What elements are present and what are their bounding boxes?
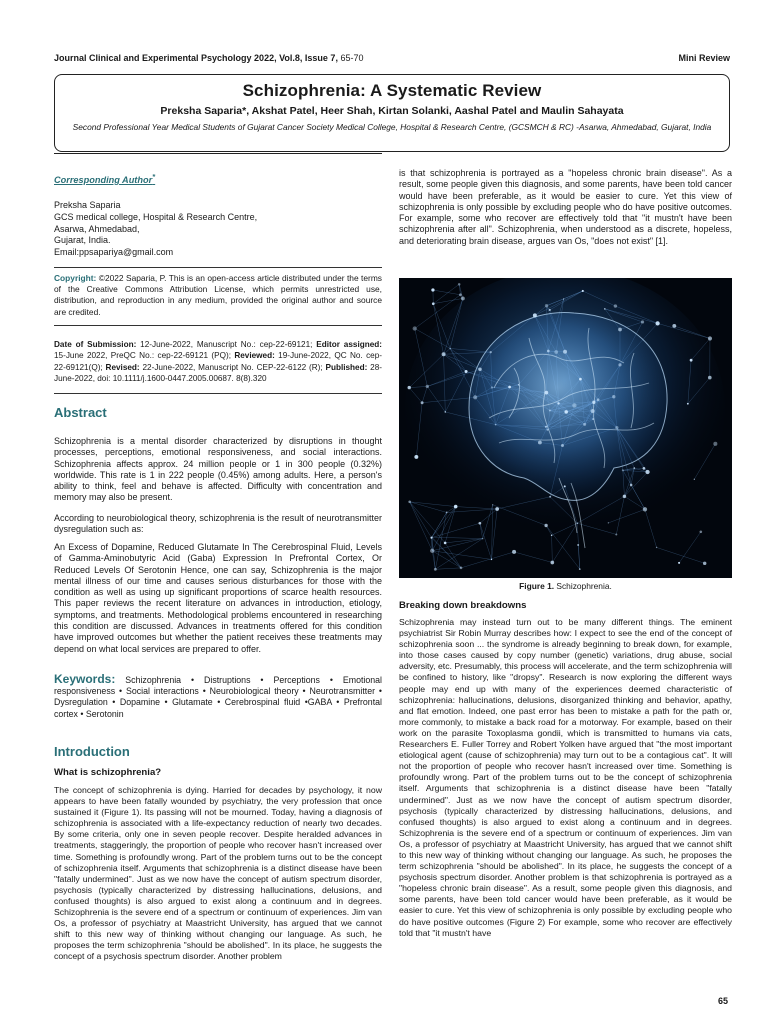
breaking-down-heading: Breaking down breakdowns [399,600,527,611]
introduction-paragraph: The concept of schizophrenia is dying. Harried for decades by psychology, it now appears to have been fatally wounded by psychiatry, the very profession that once sustained it (Figure 1). Its passing will not be mourned. Today, having a diagnosis of schizophrenia is associated with a life-expectancy reduction of nearly two decades. By some criteria, only one in seven people recover. Despite heralded advances in treatments, staggeringly, the proportion of people who recover hasn't increased over time. Something is profoundly wrong. Part of the problem turns out to be the concept of schizophrenia itself. Arguments that schizophrenia is a distinct disease have been "fatally undermined". Just as we now have the concept of autism spectrum disorder, psychosis (typically characterized by distressing hallucinations, delusions, and confused thoughts) is also argued to exist along a continuum and in degrees. Schizophrenia is the severe end of a spectrum or continuum of experiences. Jim van Os, a professor of psychiatry at Maastricht University, has argued that we cannot shift to this new way of thinking without changing our language. As such, he proposes the term schizophrenia "should be abolished". In its place, he suggests the concept of a psychosis spectrum disorder. Another problem [54,785,382,962]
divider [54,393,382,394]
corresponding-author-details [54,200,384,259]
title-box [54,74,730,152]
keywords: Keywords: Schizophrenia • Distruptions • Perceptions • Emotional responsiveness • Social interactions • Neurobiological theory • Neurotransmitter • Dysregulation • Dopamine • Glutamate • Cerebrospinal fluid •GABA • Prefrontal cortex • Serotonin [54,672,382,719]
page-number: 65 [718,996,729,1006]
breakdowns-paragraph: Schizophrenia may instead turn out to be many different things. The eminent psychiatrist Sir Robin Murray describes how: I expect to see the end of the concept of schizophrenia soon ... the syndrome is already beginning to break down, for example, into those cases caused by copy number (genetic) variations, drug abuse, social adversity, etc. Presumably, this process will accelerate, and the term schizophrenia will be confined to history, like "dropsy". Research is now exploring the different ways people may end up with many of the experiences deemed characteristic of schizophrenia: hallucinations, delusions, disorganized thinking and behavior, apathy, and flat emotion. Indeed, one past error has been to mistake a path for the path or, more commonly, to mistake a back road for a motorway. For example, based on their work on the parasite Toxoplasma gondii, which is transmitted to humans via cats, Researchers E. Fuller Torrey and Robert Yolken have argued that "the most important etiological agent (cause of schizophrenia) may turn out to be a contagious cat". It will not the proportion of people who recover hasn't increased over time. Something is profoundly wrong. Part of the problem turns out to be the concept of schizophrenia itself. Arguments that schizophrenia is a distinct disease have been "fatally undermined". Just as we now have the concept of autism spectrum disorder, psychosis (typically characterized by distressing hallucinations, delusions, and confused thoughts) is also argued to exist along a continuum and in degrees. Schizophrenia is the severe end of a spectrum or continuum of experiences. Jim van Os, a professor of psychiatry at Maastricht University, has argued that we cannot shift to this new way of thinking without changing our language. As such, he proposes the term schizophrenia "should be abolished". In its place, he suggests the concept of a psychosis spectrum disorder. Another problem is that schizophrenia is portrayed as a "hopeless chronic brain disease". As a result, some people given this diagnosis, and some parents, have been told cancer would have been preferable, as it would be easier to cure. Yet this view of schizophrenia is only possible by excluding people who do have positive outcomes (Figure 2) For example, some who recover are effectively told that "it mustn't have [399,617,732,938]
article-type: Mini Review [678,53,730,63]
page-range: 65-70 [340,53,364,63]
article-title: Schizophrenia: A Systematic Review [242,81,542,100]
brain-network-illustration [399,278,732,578]
author-institution: GCS medical college, Hospital & Research Centre, [54,211,258,222]
abstract-heading: Abstract [54,405,107,420]
affiliation: Second Professional Year Medical Students of Gujarat Cancer Society Medical College, Hospital & Research Centre, (GCSMCH & RC) -Asarwa, Ahmedabad, Gujarat, India [72,122,712,132]
corresponding-author-heading: Corresponding Author* [54,172,156,186]
copyright-notice: Copyright: ©2022 Saparia, P. This is an open-access article distributed under the terms of the Creative Commons Attribution License, which permits unrestricted use, distribution, and reproduction in any medium, provided the original author and source are credited. [54,273,382,317]
author-city: Asarwa, Ahmedabad, [54,223,140,234]
introduction-paragraph-continued: is that schizophrenia is portrayed as a "hopeless chronic brain disease". As a result, some people given this diagnosis, and some parents, have been told cancer would have been preferable, as it would be easier to cure. Yet this view of schizophrenia is only possible by excluding people who do have positive outcomes. For example, some who recover are effectively told that "it mustn't have been schizophrenia after all". Schizophrenia, when understood as a discrete, hopeless, and deteriorating brain disease, argues van Os, "does not exist" [1]. [399,168,732,246]
what-is-schizophrenia-heading: What is schizophrenia? [54,767,162,778]
abstract-paragraph: Schizophrenia is a mental disorder characterized by disruptions in thought processes, perceptions, emotional responsiveness, and social interactions. Schizophrenia affects approx. 24 million people or 1 in 300 people (0.32%) worldwide. This rate is 1 in 222 people (0.45%) among adults. Here, a person's ability to think, feel and behave is affected. Difficulty with concentration and memory may also be present. [54,436,382,503]
running-head [54,53,730,67]
submission-dates: Date of Submission: 12-June-2022, Manuscript No.: cep-22-69121; Editor assigned: 15-June 2022, PreQC No.: cep-22-69121 (PQ); Reviewed: 19-June-2022, QC No. cep-22-69121(Q); Revised: 22-June-2022, Manuscript No. CEP-22-6122 (R); Published: 28-June-2022, doi: 10.1111/j.1600-0447.2005.00687. 8(8).320 [54,340,383,383]
header-rule [54,153,382,154]
author-email[interactable]: Email:ppsapariya@gmail.com [54,247,174,258]
brain-network-figure [399,278,732,578]
introduction-heading: Introduction [54,744,130,759]
author-name: Preksha Saparia [54,200,121,210]
journal-citation [54,53,364,63]
journal-name: Journal Clinical and Experimental Psychology 2022, Vol.8, Issue 7, [54,53,338,63]
author-country: Gujarat, India. [54,235,111,246]
divider [54,325,382,326]
figure-caption: Figure 1. Schizophrenia. [519,581,612,591]
abstract-paragraph: An Excess of Dopamine, Reduced Glutamate In The Cerebrospinal Fluid, Levels of Gamma-Aminobutyric Acid (Gaba) Expression In Prefrontal Cortex, Or Reduced Levels Of Serotonin Hence, one can say, Schizophrenia is the major mental illness of our time and causes serious disturbances for those with the condition as well as using up significant proportions of scarce health resources. This paper reviews the recent literature on advances in introduction, etiology, symptoms, and treatments. Methodological problems encountered in researching this condition are discussed. Advances in treatments offered for this condition have improved outcomes but whether the patient receives these treatments may depend on what local services are prepared to offer. [54,542,382,654]
divider [54,267,382,268]
author-list: Preksha Saparia*, Akshat Patel, Heer Shah, Kirtan Solanki, Aashal Patel and Maulin Sahayata [160,105,624,117]
abstract-paragraph: According to neurobiological theory, schizophrenia is the result of neurotransmitter dysregulation such as: [54,513,382,535]
